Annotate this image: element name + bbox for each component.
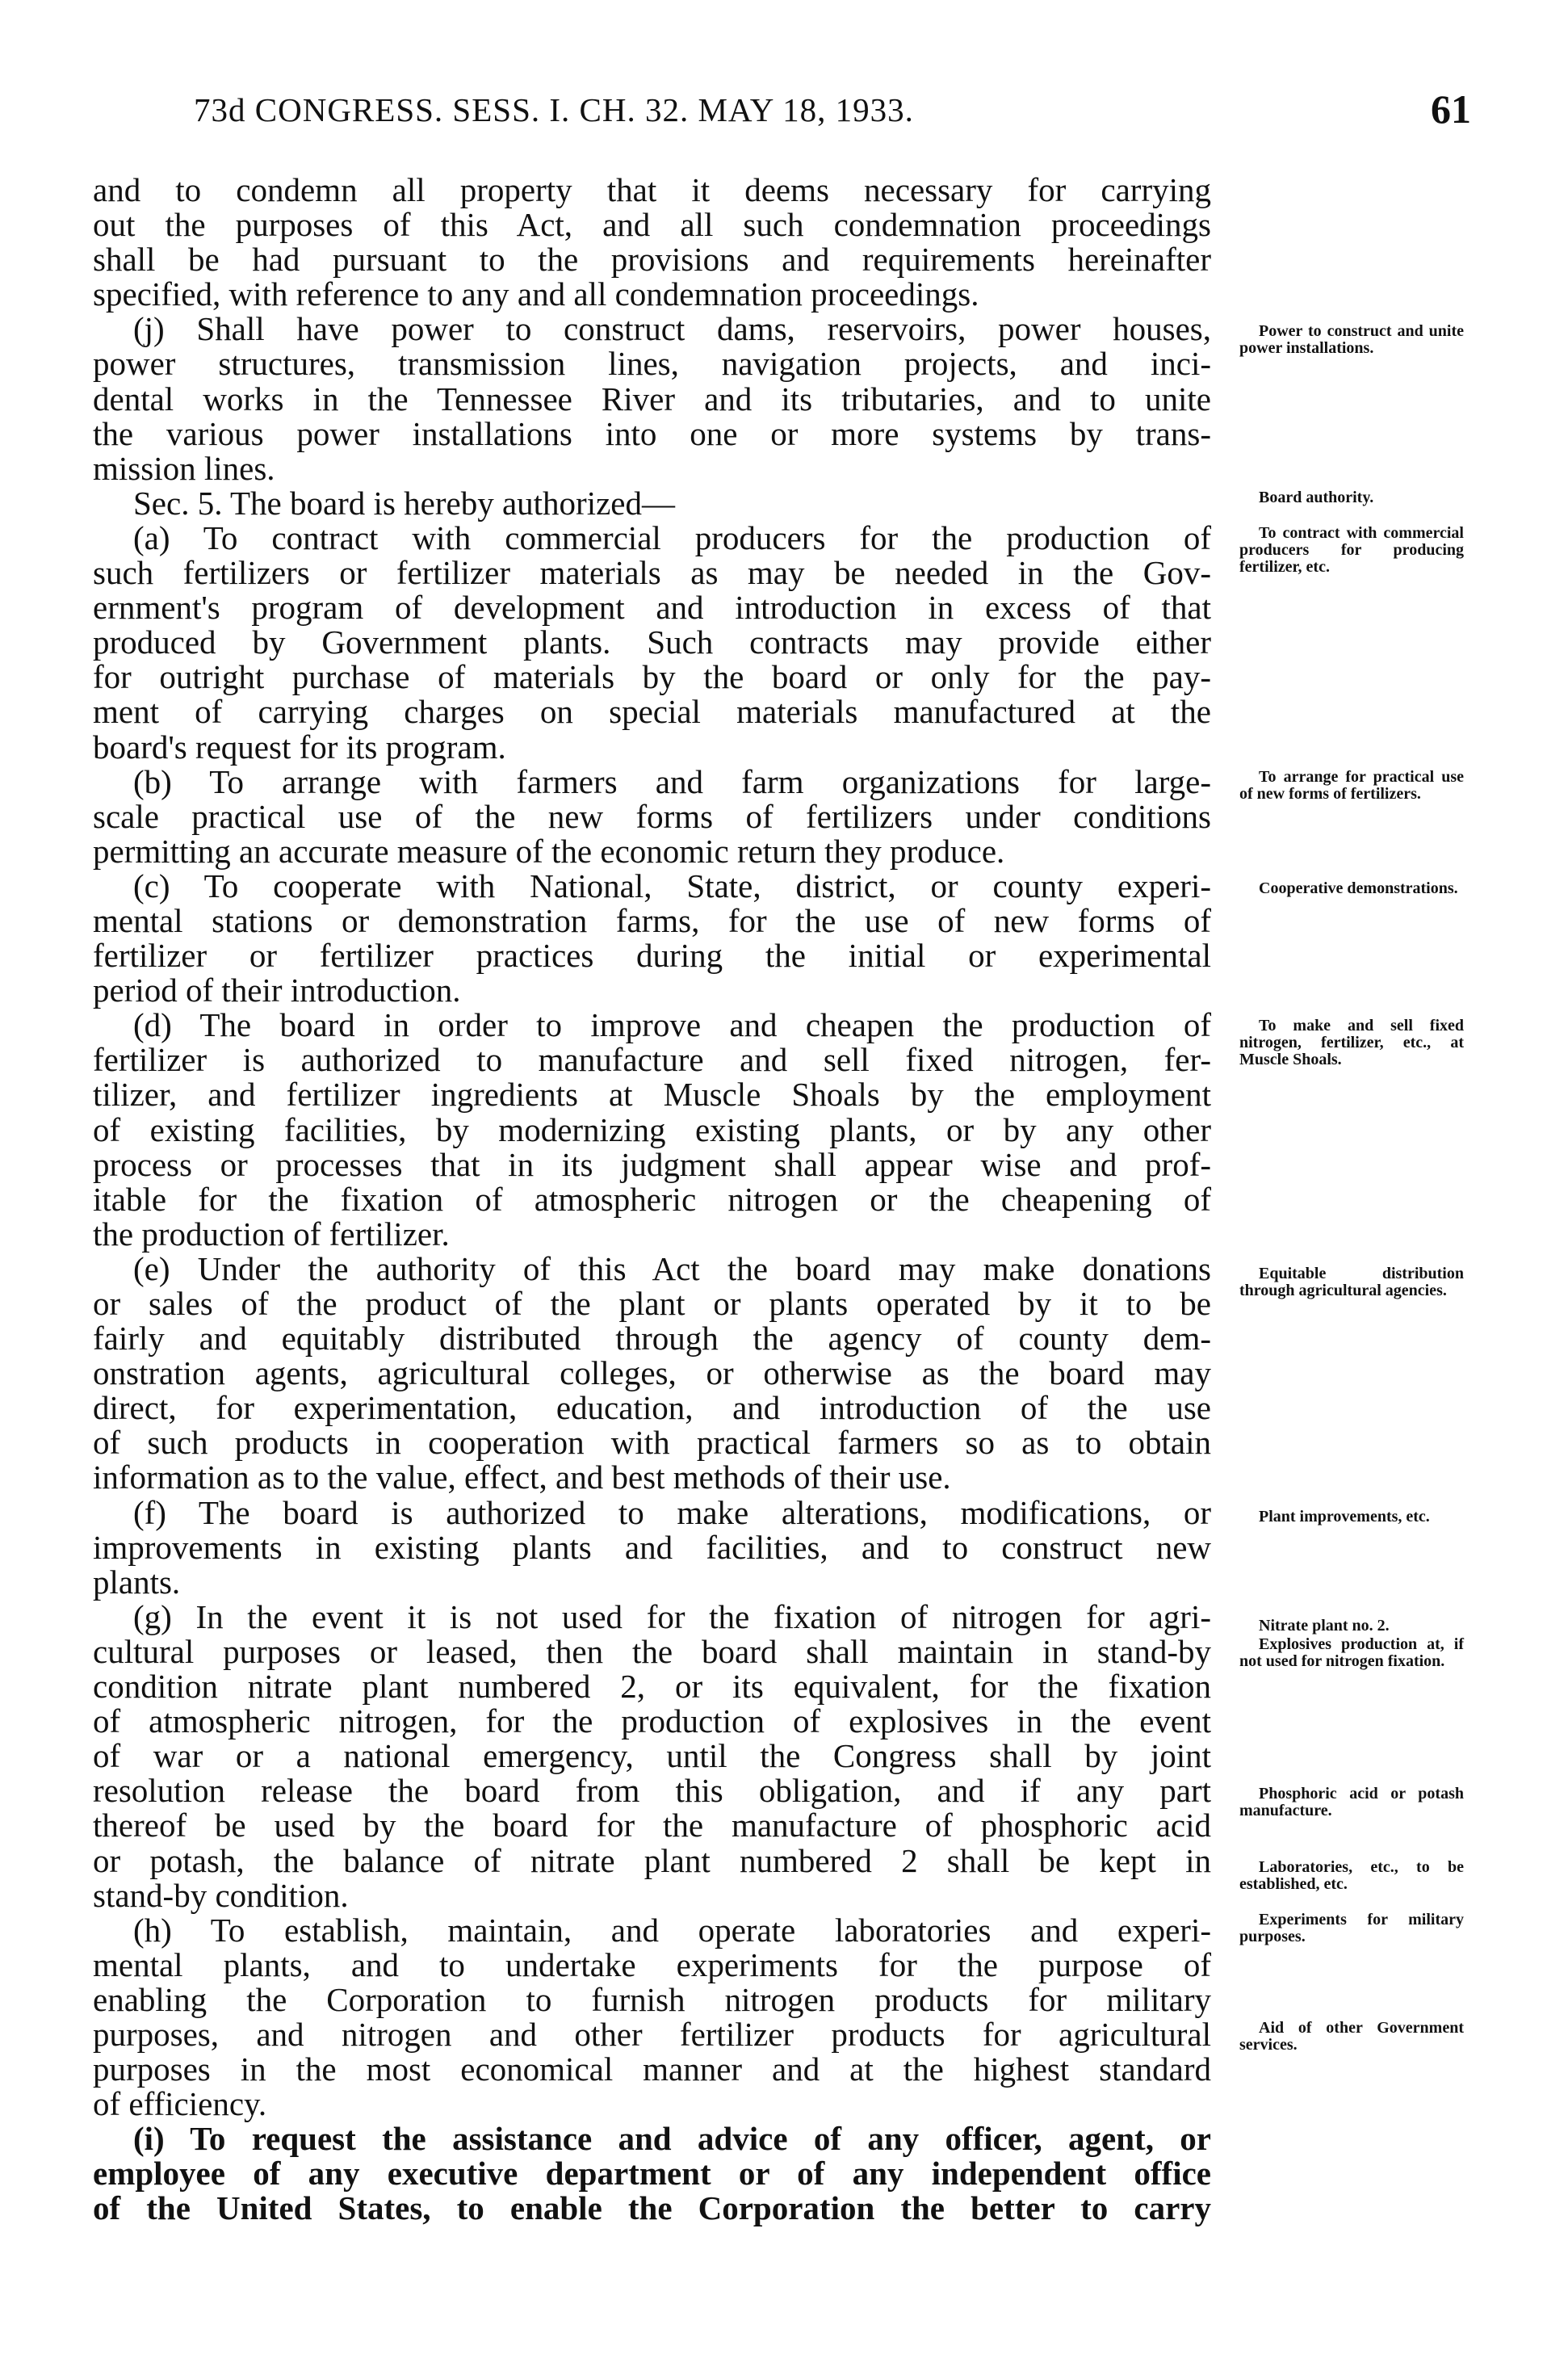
text-line: of existing facilities, by modernizing existing plants, or by any other (93, 1110, 1211, 1148)
text-line: fertilizer or fertilizer practices during the initial or experimental (93, 937, 1211, 975)
text-line: specified, with reference to any and all condemnation proceedings. (93, 275, 979, 313)
margin-note: To make and sell fixed nitrogen, fertilizer, etc., at Muscle Shoals. (1239, 1017, 1464, 1068)
text-line: such fertilizers or fertilizer materials as may be needed in the Gov- (93, 554, 1211, 592)
margin-note: Explosives production at, if not used for nitrogen fixation. (1239, 1635, 1464, 1670)
text-line: dental works in the Tennessee River and its tributaries, and to unite (93, 380, 1211, 418)
text-line: fertilizer is authorized to manufacture and sell fixed nitrogen, fer- (93, 1041, 1211, 1079)
text-line: of the United States, to enable the Corporation the better to carry (93, 2189, 1211, 2227)
running-head: 73d CONGRESS. SESS. I. CH. 32. MAY 18, 1933. (194, 91, 914, 128)
text-line: scale practical use of the new forms of fertilizers under conditions (93, 797, 1211, 835)
text-line: condition nitrate plant numbered 2, or its equivalent, for the fixation (93, 1668, 1211, 1706)
text-line: direct, for experimentation, education, and introduction of the use (93, 1389, 1211, 1427)
text-line: information as to the value, effect, and best methods of their use. (93, 1458, 951, 1496)
text-line: (e) Under the authority of this Act the board may make donations (133, 1249, 1211, 1287)
text-line: ment of carrying charges on special materials manufactured at the (93, 693, 1211, 731)
margin-note: Cooperative demonstrations. (1259, 879, 1458, 897)
text-line: of such products in cooperation with practical farmers so as to obtain (93, 1424, 1211, 1462)
text-line: or sales of the product of the plant or plants operated by it to be (93, 1285, 1211, 1322)
margin-note: Experiments for military purposes. (1239, 1911, 1464, 1945)
margin-note: To contract with commercial producers for producing fertilizer, etc. (1239, 524, 1464, 576)
margin-note: Board authority. (1259, 489, 1374, 506)
text-line: (d) The board in order to improve and cheapen the production of (133, 1006, 1211, 1044)
text-line: out the purposes of this Act, and all such condemnation proceedings (93, 206, 1211, 244)
text-line: thereof be used by the board for the manufacture of phosphoric acid (93, 1807, 1211, 1844)
text-line: or potash, the balance of nitrate plant numbered 2 shall be kept in (93, 1841, 1211, 1879)
text-line: ernment's program of development and introduction in excess of that (93, 589, 1211, 627)
text-line: (j) Shall have power to construct dams, reservoirs, power houses, (133, 310, 1211, 348)
margin-note: Laboratories, etc., to be established, etc. (1239, 1858, 1464, 1893)
text-line: period of their introduction. (93, 972, 461, 1009)
margin-note: Nitrate plant no. 2. (1259, 1617, 1390, 1635)
text-line: process or processes that in its judgment shall appear wise and prof- (93, 1145, 1211, 1183)
text-line: of war or a national emergency, until the Congress shall by joint (93, 1737, 1211, 1775)
margin-note: Phosphoric acid or potash manufacture. (1239, 1785, 1464, 1819)
margin-note: Power to construct and unite power installations. (1239, 322, 1464, 357)
text-line: mission lines. (93, 449, 275, 487)
body-text (93, 173, 1211, 2226)
text-line: (c) To cooperate with National, State, district, or county experi- (133, 867, 1211, 904)
text-line: mental stations or demonstration farms, for the use of new forms of (93, 901, 1211, 939)
text-line: plants. (93, 1563, 181, 1601)
page-number: 61 (1431, 86, 1471, 132)
text-line: board's request for its program. (93, 728, 506, 766)
text-line: mental plants, and to undertake experiments for the purpose of (93, 1945, 1211, 1983)
text-line: enabling the Corporation to furnish nitrogen products for military (93, 1980, 1211, 2018)
text-line: tilizer, and fertilizer ingredients at Muscle Shoals by the employment (93, 1076, 1211, 1114)
text-line: purposes in the most economical manner and at the highest standard (93, 2050, 1211, 2088)
text-line: (b) To arrange with farmers and farm organizations for large- (133, 762, 1211, 800)
text-line: (a) To contract with commercial producers for the production of (133, 518, 1211, 556)
margin-note: Plant improvements, etc. (1259, 1508, 1430, 1526)
text-line: (i) To request the assistance and advice of any officer, agent, or (133, 2120, 1211, 2158)
text-line: shall be had pursuant to the provisions and requirements hereinafter (93, 241, 1211, 279)
text-line: resolution release the board from this obligation, and if any part (93, 1772, 1211, 1810)
text-line: (h) To establish, maintain, and operate laboratories and experi- (133, 1911, 1211, 1949)
text-line: (f) The board is authorized to make alterations, modifications, or (133, 1493, 1211, 1531)
text-line: purposes, and nitrogen and other fertilizer products for agricultural (93, 2015, 1211, 2053)
text-line: onstration agents, agricultural colleges, or otherwise as the board may (93, 1354, 1211, 1392)
margin-note: To arrange for practical use of new forms of fertilizers. (1239, 768, 1464, 803)
text-line: cultural purposes or leased, then the board shall maintain in stand-by (93, 1632, 1211, 1670)
text-line: permitting an accurate measure of the economic return they produce. (93, 832, 1005, 870)
text-line: and to condemn all property that it deems necessary for carrying (93, 171, 1211, 208)
text-line: Sec. 5. The board is hereby authorized— (133, 484, 675, 522)
text-line: produced by Government plants. Such contracts may provide either (93, 623, 1211, 661)
text-line: (g) In the event it is not used for the fixation of nitrogen for agri- (133, 1597, 1211, 1635)
text-line: fairly and equitably distributed through the agency of county dem- (93, 1320, 1211, 1358)
text-line: improvements in existing plants and facilities, and to construct new (93, 1528, 1211, 1566)
text-line: employee of any executive department or of any independent office (93, 2155, 1211, 2193)
text-line: the various power installations into one or more systems by trans- (93, 414, 1211, 452)
text-line: of efficiency. (93, 2085, 267, 2123)
margin-note: Equitable distribution through agricultural agencies. (1239, 1265, 1464, 1299)
text-line: stand-by condition. (93, 1876, 349, 1914)
text-line: itable for the fixation of atmospheric nitrogen or the cheapening of (93, 1180, 1211, 1218)
text-line: for outright purchase of materials by the board or only for the pay- (93, 658, 1211, 696)
text-line: the production of fertilizer. (93, 1215, 450, 1253)
text-line: power structures, transmission lines, navigation projects, and inci- (93, 345, 1211, 383)
text-line: of atmospheric nitrogen, for the production of explosives in the event (93, 1702, 1211, 1740)
margin-note: Aid of other Government services. (1239, 2019, 1464, 2054)
